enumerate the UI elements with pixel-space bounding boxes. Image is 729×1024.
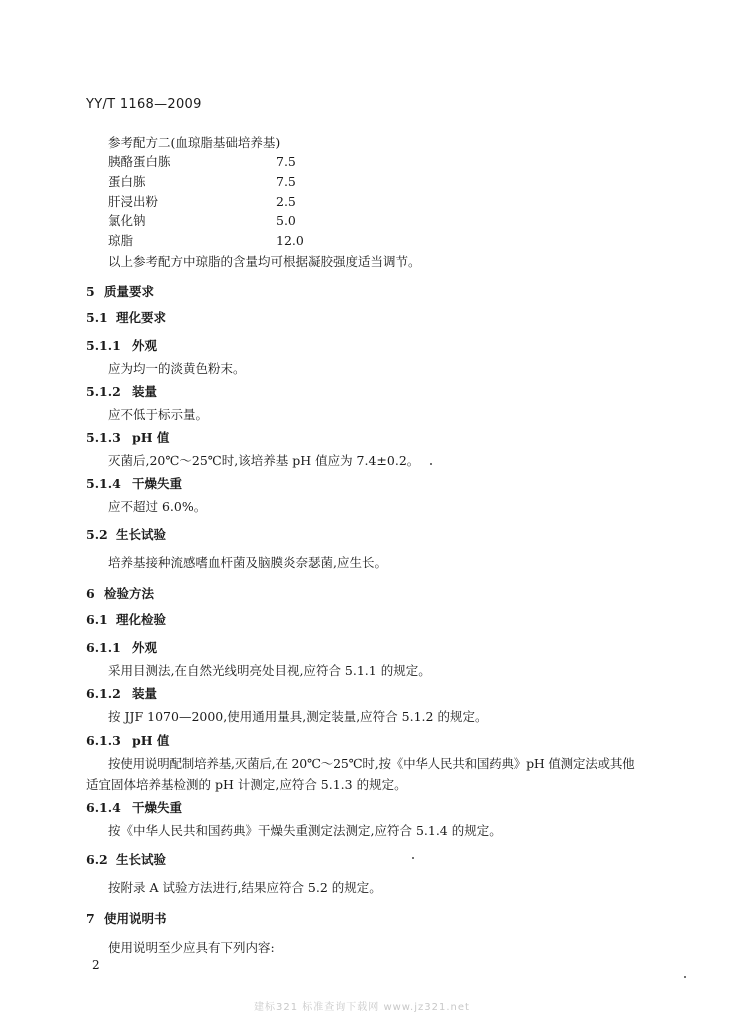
section-6-1-2-heading [86, 686, 157, 702]
page-number: 2 [92, 958, 100, 972]
section-5-1-1-heading [86, 338, 157, 354]
section-text: 应为均一的淡黄色粉末。 [108, 361, 246, 376]
ingredient-name: 蛋白胨 [108, 174, 146, 189]
section-title: 生长试验 [116, 852, 167, 867]
ingredient-name: 琼脂 [108, 233, 134, 248]
scan-speck [430, 463, 432, 465]
section-5-1-4-heading [86, 476, 182, 492]
section-6-1-1-heading [86, 640, 157, 656]
section-5-heading [86, 284, 154, 300]
section-text: 使用说明至少应具有下列内容: [108, 940, 275, 955]
ingredient-value: 5.0 [276, 213, 296, 228]
section-title: 检验方法 [104, 586, 155, 601]
section-number: 6 [86, 586, 95, 601]
ingredient-value: 2.5 [276, 194, 296, 209]
section-number: 7 [86, 911, 95, 926]
formula-note: 以上参考配方中琼脂的含量均可根据凝胶强度适当调节。 [108, 254, 421, 269]
section-text: 按《中华人民共和国药典》干燥失重测定法测定,应符合 5.1.4 的规定。 [108, 823, 502, 838]
ingredient-value: 12.0 [276, 233, 304, 248]
section-6-1-4-heading [86, 800, 182, 816]
section-number: 5.1.2 [86, 384, 121, 399]
section-text: 按 JJF 1070—2000,使用通用量具,测定装量,应符合 5.1.2 的规定。 [108, 709, 488, 724]
ingredient-name: 胰酪蛋白胨 [108, 154, 171, 169]
section-number: 5.1.3 [86, 430, 121, 445]
section-number: 5.2 [86, 527, 108, 542]
section-title: 外观 [132, 338, 158, 353]
section-title: 外观 [132, 640, 158, 655]
section-5-1-3-heading [86, 430, 169, 446]
section-5-2-heading [86, 527, 166, 543]
section-text: 按附录 A 试验方法进行,结果应符合 5.2 的规定。 [108, 880, 382, 895]
section-title: 使用说明书 [104, 911, 167, 926]
section-title: 装量 [132, 686, 158, 701]
section-text: 按使用说明配制培养基,灭菌后,在 20℃～25℃时,按《中华人民共和国药典》pH 值测定法或其他 [108, 756, 635, 771]
section-title: 装量 [132, 384, 158, 399]
section-text: 培养基接种流感嗜血杆菌及脑膜炎奈瑟菌,应生长。 [108, 555, 387, 570]
section-number: 5.1 [86, 310, 108, 325]
scan-speck [684, 976, 686, 978]
section-number: 6.1.4 [86, 800, 121, 815]
ingredient-name: 肝浸出粉 [108, 194, 159, 209]
section-title: 干燥失重 [132, 476, 183, 491]
section-5-1-2-heading [86, 384, 157, 400]
section-title: 理化检验 [116, 612, 167, 627]
ingredient-value: 7.5 [276, 154, 296, 169]
watermark: 建标321 标准查询下载网 www.jz321.net [254, 1002, 470, 1013]
section-7-heading [86, 911, 167, 927]
section-number: 6.1.1 [86, 640, 121, 655]
section-text: 应不超过 6.0%。 [108, 499, 207, 514]
section-number: 5.1.1 [86, 338, 121, 353]
section-5-1-heading [86, 310, 166, 326]
section-text: 采用目测法,在自然光线明亮处目视,应符合 5.1.1 的规定。 [108, 663, 431, 678]
section-6-1-heading [86, 612, 166, 628]
section-title: pH 值 [132, 733, 170, 748]
section-title: pH 值 [132, 430, 170, 445]
section-6-2-heading [86, 852, 166, 868]
section-title: 理化要求 [116, 310, 167, 325]
section-number: 5.1.4 [86, 476, 121, 491]
ingredient-value: 7.5 [276, 174, 296, 189]
formula-title: 参考配方二(血琼脂基础培养基) [108, 135, 281, 150]
section-text-continued: 适宜固体培养基检测的 pH 计测定,应符合 5.1.3 的规定。 [86, 777, 407, 792]
section-title: 质量要求 [104, 284, 155, 299]
section-text: 应不低于标示量。 [108, 407, 209, 422]
section-number: 6.1.3 [86, 733, 121, 748]
section-number: 6.1 [86, 612, 108, 627]
scan-speck [412, 857, 414, 859]
section-number: 6.1.2 [86, 686, 121, 701]
standard-code-header: YY/T 1168—2009 [86, 97, 202, 112]
section-number: 5 [86, 284, 95, 299]
section-title: 生长试验 [116, 527, 167, 542]
section-6-1-3-heading [86, 733, 169, 749]
section-6-heading [86, 586, 154, 602]
section-title: 干燥失重 [132, 800, 183, 815]
section-text: 灭菌后,20℃～25℃时,该培养基 pH 值应为 7.4±0.2。 [108, 453, 420, 468]
section-number: 6.2 [86, 852, 108, 867]
ingredient-name: 氯化钠 [108, 213, 146, 228]
